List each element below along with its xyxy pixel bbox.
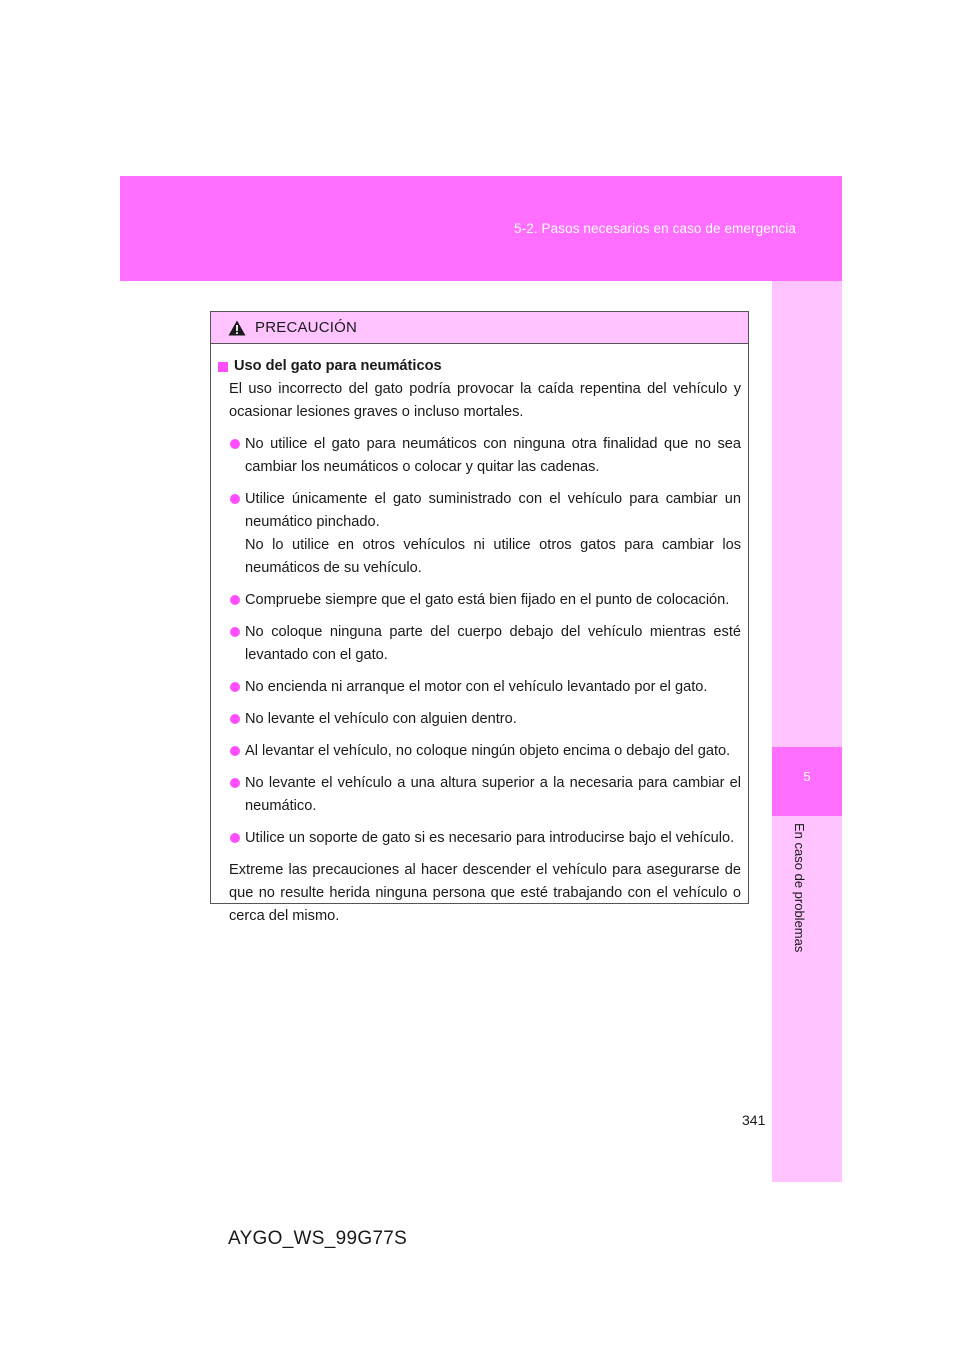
list-item — [218, 708, 741, 731]
round-bullet-icon — [230, 627, 240, 637]
list-item — [218, 772, 741, 818]
caution-body — [211, 344, 748, 928]
list-item-text: No coloque ninguna parte del cuerpo debajo del vehículo mientras esté levantado con el gato. — [245, 624, 741, 663]
round-bullet-icon — [230, 494, 240, 504]
round-bullet-icon — [230, 439, 240, 449]
page-number: 341 — [742, 1112, 766, 1128]
round-bullet-icon — [230, 778, 240, 788]
round-bullet-icon — [230, 746, 240, 756]
list-item-text: No levante el vehículo con alguien dentro. — [245, 711, 517, 727]
chapter-side-tab — [772, 281, 842, 1182]
round-bullet-icon — [230, 714, 240, 724]
list-item-text — [245, 488, 741, 580]
section-heading — [218, 355, 741, 378]
round-bullet-icon — [230, 682, 240, 692]
list-item-text: No utilice el gato para neumáticos con ninguna otra finalidad que no sea cambiar los neumáticos o colocar y quitar las cadenas. — [245, 436, 741, 475]
section-heading-text: Uso del gato para neumáticos — [234, 358, 442, 374]
list-item — [218, 740, 741, 763]
caution-intro: El uso incorrecto del gato podría provocar la caída repentina del vehículo y ocasionar lesiones graves o incluso mortales. — [229, 381, 741, 420]
list-item-line: No lo utilice en otros vehículos ni utilice otros gatos para cambiar los neumáticos de su vehículo. — [245, 537, 741, 576]
caution-outro: Extreme las precauciones al hacer descender el vehículo para asegurarse de que no resulte herida ninguna persona que esté trabajando con el vehículo o cerca del mismo. — [229, 862, 741, 924]
round-bullet-icon — [230, 833, 240, 843]
list-item — [218, 433, 741, 479]
caution-header — [211, 312, 748, 344]
list-item — [218, 488, 741, 580]
list-item — [218, 827, 741, 850]
chapter-number-block — [772, 747, 842, 816]
header-band — [120, 176, 842, 281]
list-item — [218, 589, 741, 612]
list-item-text: No encienda ni arranque el motor con el vehículo levantado por el gato. — [245, 679, 708, 695]
list-item-text: Compruebe siempre que el gato está bien fijado en el punto de colocación. — [245, 592, 730, 608]
chapter-number: 5 — [803, 769, 811, 784]
section-title: 5-2. Pasos necesarios en caso de emergencia — [514, 221, 796, 236]
caution-box — [210, 311, 749, 924]
caution-list — [218, 433, 741, 850]
list-item — [218, 676, 741, 699]
list-item-text: Utilice un soporte de gato si es necesario para introducirse bajo el vehículo. — [245, 830, 735, 846]
warning-triangle-icon — [228, 320, 246, 336]
list-item-line: Utilice únicamente el gato suministrado con el vehículo para cambiar un neumático pinchado. — [245, 491, 741, 530]
list-item-text: Al levantar el vehículo, no coloque ningún objeto encima o debajo del gato. — [245, 743, 731, 759]
chapter-label: En caso de problemas — [792, 823, 807, 953]
list-item-text: No levante el vehículo a una altura superior a la necesaria para cambiar el neumático. — [245, 775, 741, 814]
square-bullet-icon — [218, 362, 228, 372]
list-item — [218, 621, 741, 667]
round-bullet-icon — [230, 595, 240, 605]
document-code: AYGO_WS_99G77S — [228, 1228, 408, 1249]
caution-title: PRECAUCIÓN — [255, 319, 358, 336]
